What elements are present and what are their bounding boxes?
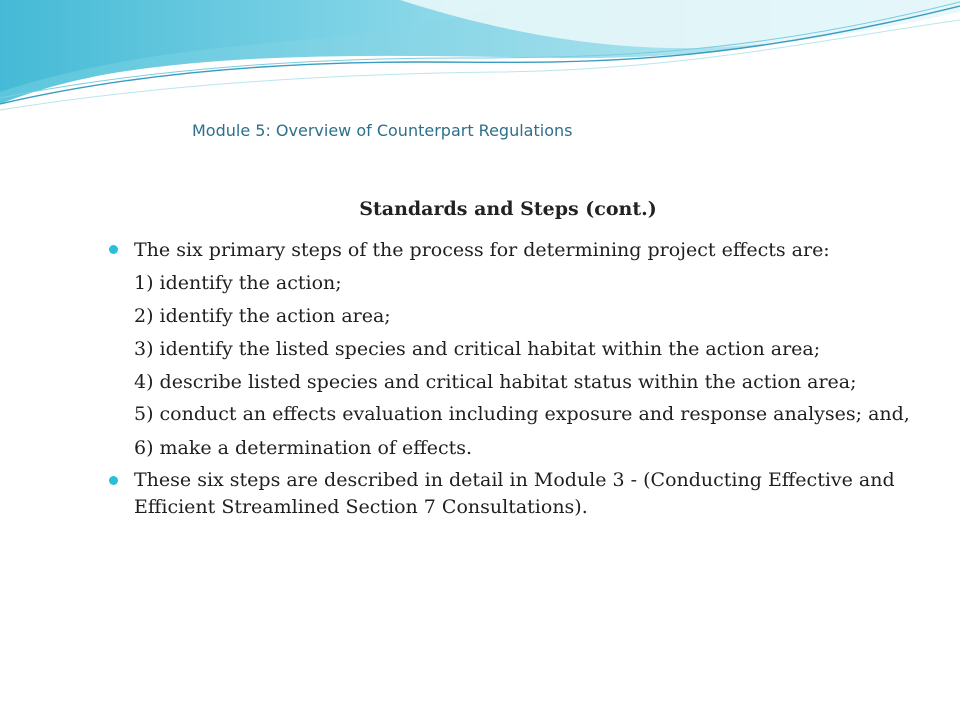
bullet-dot-icon [109, 245, 118, 254]
section-heading: Standards and Steps (cont.) [359, 198, 657, 220]
step-item-4: 4) describe listed species and critical habitat status within the action area; [134, 371, 857, 393]
step-item-3: 3) identify the listed species and critical habitat within the action area; [134, 338, 821, 360]
bullet-item-closing [107, 465, 917, 525]
header-wave-decoration [0, 0, 960, 120]
bullet-dot-icon [109, 476, 118, 485]
bullet-intro-text: The six primary steps of the process for determining project effects are: [134, 239, 830, 261]
step-item-6: 6) make a determination of effects. [134, 437, 473, 459]
module-title: Module 5: Overview of Counterpart Regulations [192, 121, 573, 140]
step-item-1: 1) identify the action; [134, 272, 342, 294]
step-item-2: 2) identify the action area; [134, 305, 391, 327]
bullet-closing-text: These six steps are described in detail in Module 3 - (Conducting Effective and Efficient Streamlined Section 7 Consultations). [134, 469, 895, 518]
step-item-5: 5) conduct an effects evaluation including exposure and response analyses; and, [134, 403, 910, 425]
bullet-item-intro [107, 234, 917, 267]
slide-body [107, 234, 917, 525]
